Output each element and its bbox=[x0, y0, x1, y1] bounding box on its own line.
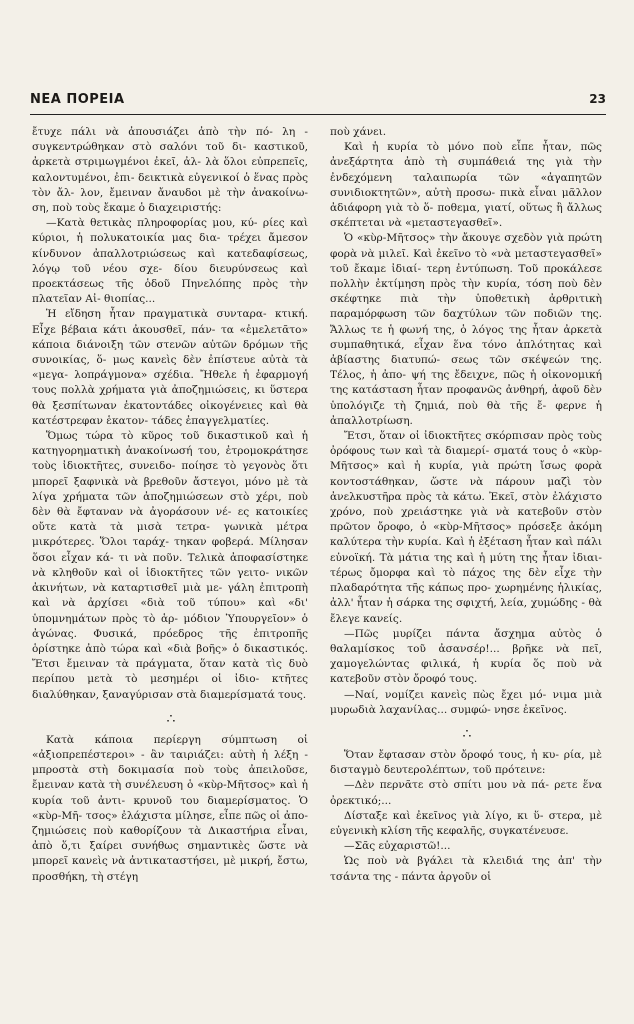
paragraph: Ὡς ποὺ νὰ βγάλει τὰ κλειδιά της ἀπ' τὴν τσάντα της - πάντα ἀργοῦν οἱ bbox=[330, 855, 602, 883]
paragraph: Ἔτσι, ὅταν οἱ ἰδιοκτῆτες σκόρπισαν πρὸς τοὺς ὀρόφους των καὶ τὰ διαμερί- σματά τους ὁ «κὺρ-Μῆτσος» καὶ ἡ κυρία, γιὰ πρώτη ἴσως φορὰ κοντοστάθηκαν, ὥστε νὰ πάρουν μαζὶ τὸν ἀνελκυστῆρα πρὸς τὰ κάτω. Ἐκεῖ, στὸν ἐλάχιστο χρόνο, ποὺ χρειάστηκε γιὰ νὰ κατεβοῦν στὸν πρῶτον ὄροφο, ὁ «κὺρ-Μῆτσος» πρόσεξε ἀκόμη καλύτερα τὴν κυρία. Καὶ ἡ ἐξέταση ἦταν καὶ πάλι εὐνοϊκή. Τὰ μάτια της καὶ ἡ μύτη της ἦταν ἰδιαι- τέρως ὄμορφα καὶ τὸ πάχος της δὲν εἶχε τὴν πλαδαρότητα τῆς κάπως προ- χωρημένης ἡλικίας, ἀλλ' ἦταν ἡ σάρκα της σφιχτή, λεία, χυμώδης - θὰ ἔλεγε κανείς. bbox=[330, 430, 602, 625]
paragraph: Ἡ εἴδηση ἦταν πραγματικὰ συνταρα- κτική. Εἶχε βέβαια κάτι ἀκουσθεῖ, πάν- τα «ἐμελετᾶτο» κάποια διάνοιξη τῶν στενῶν αὐτῶν δρόμων τῆς συνοικίας, ὅ- μως κανεὶς δὲν ἐπίστευε αὐτὰ τὰ «μεγα- λοπράγμονα» σχέδια. Ἤθελε ἡ ἐφαρμογή τους πολλὰ χρήματα γιὰ ἀποζημιώσεις, κι ὕστερα θὰ ξεσπίτωναν ἑκατοντάδες οἰκογένειες καὶ θὰ κατέστρεφαν ἑκατον- τάδες ἐπαγγελματίες. bbox=[32, 308, 308, 427]
paragraph: Κατὰ κάποια περίεργη σύμπτωση οἱ «ἀξιοπρεπέστεροι» - ἂν ταιριάζει: αὐτὴ ἡ λέξη - μπροστὰ στὴ δοκιμασία ποὺ τοὺς ἀπειλοῦσε, ἔμειναν κατὰ τὴ συνέλευση ὁ «κὺρ-Μῆτσος» καὶ ἡ κυρία τοῦ ἀντι- κρυνοῦ του διαμερίσματος. Ὁ «κὺρ-Μῆ- τσος» ἐλάχιστα μίλησε, εἶπε πῶς οἱ ἀπο- ζημιώσεις ποὺ καθορίζουν τὰ Δικαστήρια εἶναι, ἀπὸ ὅ,τι ξαίρει συνήθως σημαντικὲς ὥστε νὰ μπορεῖ κανεὶς νὰ ἀντικαταστήσει, μὲ μικρή, ἔστω, προσθήκη, τὴ στέγη bbox=[32, 733, 308, 883]
section-separator: ∴ bbox=[166, 710, 174, 727]
left-column bbox=[32, 125, 308, 885]
paragraph: Καὶ ἡ κυρία τὸ μόνο ποὺ εἶπε ἦταν, πῶς ἀνεξάρτητα ἀπὸ τὴ συμπάθειά της γιὰ τὴν ἐνδεχόμενη ταλαιπωρία τῶν «ἀγαπητῶν συνιδιοκτητῶν», αὐτὴ προσω- πικὰ εἶναι μᾶλλον ἀδιάφορη γιὰ τὸ ὅ- ποθεμα, γιατί, οὕτως ἢ ἄλλως σκέπτεται νὰ «μεταστεγασθεῖ». bbox=[330, 141, 602, 230]
paragraph: ποὺ χάνει. bbox=[330, 126, 387, 138]
page-number: 23 bbox=[589, 92, 606, 106]
journal-title: ΝΕΑ ΠΟΡΕΙΑ bbox=[30, 92, 125, 107]
paragraph: —Πῶς μυρίζει πάντα ἄσχημα αὐτὸς ὁ θαλαμίσκος τοῦ ἀσανσέρ!... βρῆκε νὰ πεῖ, χαμογελώντας φιλικά, ἡ κυρία ὅς ποὺ νὰ κατεβοῦν στὸν ὄροφό τους. bbox=[330, 627, 602, 686]
right-column bbox=[330, 125, 602, 885]
paragraph: Ὅμως τώρα τὸ κῦρος τοῦ δικαστικοῦ καὶ ἡ κατηγορηματικὴ ἀνακοίνωσή του, ἐτρομοκράτησε τοὺς ἰδιοκτῆτες, συνειδο- ποίησε τὸ γεγονὸς ὅτι μπορεῖ ξαφνικὰ νὰ βρεθοῦν ἄστεγοι, μόνο μὲ τὰ λίγα χρήματα τῶν ἀποζημιώσεων στὸ χέρι, ποὺ δὲν θὰ ἔφταναν νὰ ἀγοράσουν νέ- ες κατοικίες οὔτε κατὰ τὰ μισὰ τετρα- γωνικὰ μέτρα μικρότερες. Ὅλοι ταράχ- τηκαν φοβερά. Μίλησαν ὅσοι εἶχαν κά- τι νὰ ποῦν. Τελικὰ ἀποφασίστηκε νὰ κληθοῦν καὶ οἱ ἰδιοκτῆτες τῶν γειτο- νικῶν ἀκινήτων, νὰ καταρτισθεῖ μιὰ με- γάλη ἐπιτροπὴ καὶ νὰ ἀρχίσει «διὰ τοῦ τύπου» καὶ «δι' ὑπομνημάτων πρὸς τὸ ἁρ- μόδιον Ὑπουργεῖον» ὁ ἀγώνας. Φυσικά, πρόεδρος τῆς ἐπιτροπῆς ὁρίστηκε ἀπὸ τώρα καὶ «διὰ βοῆς» ὁ δικαστικός. Ἔτσι ἔμειναν τὰ πράγματα, ὅταν κατὰ τὶς δυὸ περίπου μετὰ τὸ μεσημέρι οἱ ἰδιο- κτῆτες διαλύθηκαν, ξαναγύρισαν στὰ διαμερίσματά τους. bbox=[32, 430, 308, 701]
paragraph: —Δὲν περνᾶτε στὸ σπίτι μου νὰ πά- ρετε ἕνα ὀρεκτικό;... bbox=[330, 779, 602, 807]
section-separator: ∴ bbox=[462, 725, 470, 742]
paragraph: Δίσταξε καὶ ἐκεῖνος γιὰ λίγο, κι ὕ- στερα, μὲ εὐγενικὴ κλίση τῆς κεφαλῆς, συγκατένευσε. bbox=[330, 809, 602, 837]
paragraph: Ὁ «κὺρ-Μῆτσος» τὴν ἄκουγε σχεδὸν γιὰ πρώτη φορὰ νὰ μιλεῖ. Καὶ ἐκεῖνο τὸ «νὰ μεταστεγασθεῖ» τοῦ ἔκαμε ἰδιαί- τερη ἐντύπωση. Τοῦ προκάλεσε πολλὴν ἐκτίμηση πρὸς τὴν κυρία, τόση ποὺ δὲν σκέφτηκε πιὰ τὴν ὑποθετικὴ ἀρθριτικὴ παραμόρφωση τῶν δαχτύλων τῶν ποδιῶν της. Ἄλλως τε ἡ φωνή της, ὁ λόγος της ἦταν ἀρκετὰ συμπαθητικά, εἶχαν ἕνα τόνο ἀπλότητας καὶ ἀβίαστης διατυπώ- σεως τῶν σκέψεών της. Τέλος, ἡ ἀπο- ψή της ἔδειχνε, πῶς ἡ οἰκονομική της κατάσταση ἦταν προφανῶς ἀνθηρή, ἀφοῦ δὲν ὑπολόγιζε τὴ ζημιά, ποὺ θὰ τῆς ἔ- φερνε ἡ ἀπαλλοτρίωση. bbox=[330, 232, 602, 427]
paragraph: Ὅταν ἔφτασαν στὸν ὄροφό τους, ἡ κυ- ρία, μὲ δισταγμὸ δευτερολέπτων, τοῦ πρότεινε: bbox=[330, 748, 602, 777]
page-header bbox=[30, 92, 606, 115]
paragraph: —Ναί, νομίζει κανεὶς πὼς ἔχει μό- νιμα μιὰ μυρωδιὰ λαχανίλας... συμφώ- νησε ἐκεῖνος. bbox=[330, 688, 602, 716]
paragraph: —Κατὰ θετικὰς πληροφορίας μου, κύ- ρίες καὶ κύριοι, ἡ πολυκατοικία μας δια- τρέχει ἄμεσον κίνδυνον ἀπαλλοτριώσεως καὶ κατεδαφίσεως, λόγῳ τοῦ νέου σχε- δίου διευρύνσεως καὶ προεκτάσεως τῆς ὁδοῦ Πηνελόπης πρὸς τὴν πλατεῖαν Αἰ- θιοπίας... bbox=[32, 217, 308, 306]
paragraph: —Σᾶς εὐχαριστῶ!... bbox=[344, 840, 451, 853]
paragraph: ἔτυχε πάλι νὰ ἀπουσιάζει ἀπὸ τὴν πό- λη - συγκεντρώθηκαν στὸ σαλόνι τοῦ δι- καστικοῦ, ἀρκετὰ στριμωγμένοι ἐκεῖ, ἀλ- λὰ ὅλοι εὐπρεπεῖς, καλοντυμένοι, ἐπι- δεικτικὰ εὐγενικοί ὁ ἕνας πρὸς τὸν ἄλ- λον, ἔμειναν ἄναυδοι μὲ τὴν ἀνακοίνω- ση, ποὺ τοὺς ἔκαμε ὁ διαχειριστής: bbox=[32, 126, 308, 215]
